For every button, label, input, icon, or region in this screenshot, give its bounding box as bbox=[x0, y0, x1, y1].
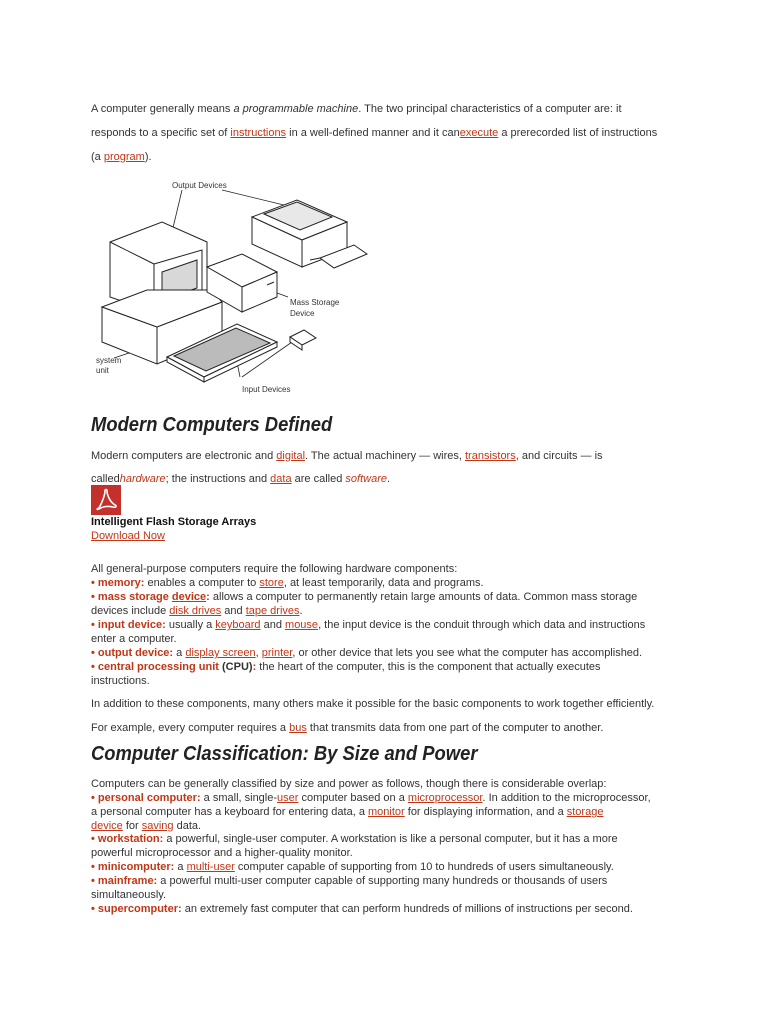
body-text: and bbox=[221, 605, 246, 617]
label-mass-storage-1: Mass Storage bbox=[290, 298, 340, 307]
link-tape-drives[interactable]: tape drives bbox=[245, 605, 300, 617]
label-system-unit-1: system bbox=[96, 356, 122, 365]
intro-text: A computer generally means bbox=[91, 103, 234, 115]
term-supercomputer: supercomputer: bbox=[97, 903, 182, 915]
body-text: data. bbox=[173, 820, 202, 832]
printer-drawing bbox=[252, 200, 367, 268]
link-printer[interactable]: printer bbox=[261, 647, 293, 659]
term-hardware: hardware bbox=[119, 473, 166, 485]
body-text: enables a computer to bbox=[144, 577, 260, 589]
bullet: • bbox=[91, 591, 95, 603]
bullet: • bbox=[91, 833, 95, 845]
list-item-cpu bbox=[91, 660, 601, 674]
bullet: • bbox=[91, 903, 95, 915]
mouse-drawing bbox=[290, 330, 316, 350]
intro-line-2 bbox=[91, 126, 657, 140]
body-text: an extremely fast computer that can perform hundreds of millions of instructions per second. bbox=[181, 903, 633, 915]
list-item-input-device bbox=[91, 618, 645, 632]
section-heading-classification: Computer Classification: By Size and Power bbox=[91, 743, 478, 765]
body-text: for bbox=[122, 820, 142, 832]
body-text: . In addition to the microprocessor, bbox=[482, 792, 651, 804]
bullet: • bbox=[91, 647, 95, 659]
body-text: a personal computer has a keyboard for entering data, a bbox=[91, 806, 369, 818]
intro-emphasis: a programmable machine bbox=[233, 103, 359, 115]
body-text: and bbox=[260, 619, 286, 631]
components-intro: All general-purpose computers require the following hardware components: bbox=[91, 563, 458, 575]
body-text: a powerful, single-user computer. A workstation is like a personal computer, but it has a more bbox=[163, 833, 618, 845]
term-mainframe: mainframe: bbox=[97, 875, 158, 887]
list-item-personal-computer bbox=[91, 791, 651, 805]
body-text: devices include bbox=[91, 605, 170, 617]
intro-text: . The two principal characteristics of a computer are: it bbox=[358, 103, 622, 115]
list-item-input-device-cont: enter a computer. bbox=[91, 633, 177, 645]
list-item-output-device bbox=[91, 646, 642, 660]
label-mass-storage-2: Device bbox=[290, 309, 315, 318]
list-item-workstation bbox=[91, 832, 618, 846]
list-item-personal-computer-cont bbox=[91, 805, 603, 819]
body-text: . bbox=[299, 605, 303, 617]
list-item-cpu-cont: instructions. bbox=[91, 675, 150, 687]
body-text: . The actual machinery — wires, bbox=[305, 450, 465, 462]
label-system-unit-2: unit bbox=[96, 366, 109, 375]
body-text: are called bbox=[291, 473, 346, 485]
link-saving[interactable]: saving bbox=[141, 820, 174, 832]
link-bus[interactable]: bus bbox=[289, 722, 307, 734]
download-now-link[interactable]: Download Now bbox=[91, 530, 165, 542]
body-text: that transmits data from one part of the computer to another. bbox=[306, 722, 604, 734]
body-text: For example, every computer requires a bbox=[91, 722, 290, 734]
list-item-supercomputer bbox=[91, 902, 633, 916]
term-colon: : bbox=[252, 661, 257, 673]
intro-line-1 bbox=[91, 102, 622, 116]
link-keyboard[interactable]: keyboard bbox=[215, 619, 261, 631]
body-text: called bbox=[91, 473, 120, 485]
paragraph-example bbox=[91, 721, 603, 735]
body-text: . bbox=[386, 473, 391, 485]
link-multi-user[interactable]: multi-user bbox=[186, 861, 235, 873]
computer-system-illustration bbox=[92, 172, 372, 402]
bullet: • bbox=[91, 577, 95, 589]
section1-line-1 bbox=[91, 449, 603, 463]
section-heading-modern-computers: Modern Computers Defined bbox=[91, 414, 333, 436]
body-text: computer capable of supporting from 10 to hundreds of users simultaneously. bbox=[234, 861, 614, 873]
body-text: a powerful multi-user computer capable of supporting many hundreds or thousands of users bbox=[157, 875, 608, 887]
bullet: • bbox=[91, 661, 95, 673]
section1-line-2 bbox=[91, 472, 390, 486]
body-text: , bbox=[255, 647, 262, 659]
list-item-mainframe-cont: simultaneously. bbox=[91, 889, 166, 901]
link-data[interactable]: data bbox=[270, 473, 292, 485]
term-cpu-abbr: (CPU) bbox=[218, 661, 253, 673]
list-item-mass-storage-cont bbox=[91, 604, 303, 618]
body-text: , or other device that lets you see what the computer has accomplished. bbox=[292, 647, 643, 659]
term-workstation: workstation: bbox=[97, 833, 164, 845]
term-cpu: central processing unit bbox=[97, 661, 219, 673]
intro-text: a prerecorded list of instructions bbox=[498, 127, 658, 139]
link-device[interactable]: device bbox=[171, 591, 207, 603]
term-colon: : bbox=[206, 591, 210, 603]
body-text: a bbox=[173, 647, 186, 659]
list-item-minicomputer bbox=[91, 860, 614, 874]
term-minicomputer: minicomputer: bbox=[97, 861, 175, 873]
link-program[interactable]: program bbox=[103, 151, 145, 163]
body-text: ; the instructions and bbox=[165, 473, 271, 485]
link-monitor[interactable]: monitor bbox=[368, 806, 405, 818]
ad-title: Intelligent Flash Storage Arrays bbox=[91, 516, 257, 528]
link-transistors[interactable]: transistors bbox=[464, 450, 516, 462]
body-text: , and circuits — is bbox=[515, 450, 603, 462]
intro-text: in a well-defined manner and it can bbox=[286, 127, 460, 139]
link-digital[interactable]: digital bbox=[276, 450, 306, 462]
bullet: • bbox=[91, 875, 95, 887]
label-input-devices: Input Devices bbox=[242, 385, 291, 394]
bullet: • bbox=[91, 792, 95, 804]
link-display-screen[interactable]: display screen bbox=[185, 647, 256, 659]
list-item-personal-computer-cont2 bbox=[91, 819, 201, 833]
link-mouse[interactable]: mouse bbox=[285, 619, 319, 631]
list-item-mainframe bbox=[91, 874, 607, 888]
term-output-device: output device: bbox=[97, 647, 174, 659]
body-text: the heart of the computer, this is the component that actually executes bbox=[256, 661, 601, 673]
intro-line-3 bbox=[91, 150, 152, 164]
body-text: allows a computer to permanently retain large amounts of data. Common mass storage bbox=[209, 591, 638, 603]
intro-text: responds to a specific set of bbox=[91, 127, 231, 139]
term-input-device: input device: bbox=[97, 619, 166, 631]
term-software: software bbox=[345, 473, 387, 485]
term-personal-computer: personal computer: bbox=[97, 792, 201, 804]
link-storage[interactable]: storage bbox=[566, 806, 604, 818]
link-user[interactable]: user bbox=[277, 792, 299, 804]
list-item-memory bbox=[91, 576, 484, 590]
paragraph-addition: In addition to these components, many others make it possible for the basic components to work together efficiently. bbox=[91, 698, 655, 710]
list-item-mass-storage bbox=[91, 590, 637, 604]
body-text: , the input device is the conduit through which data and instructions bbox=[318, 619, 646, 631]
body-text: for displaying information, and a bbox=[404, 806, 567, 818]
bullet: • bbox=[91, 861, 95, 873]
intro-text: ). bbox=[144, 151, 152, 163]
body-text: a small, single- bbox=[200, 792, 278, 804]
label-output-devices: Output Devices bbox=[172, 181, 227, 190]
term-mass-storage: mass storage bbox=[97, 591, 172, 603]
term-memory: memory: bbox=[97, 577, 145, 589]
link-disk-drives[interactable]: disk drives bbox=[169, 605, 222, 617]
body-text: usually a bbox=[165, 619, 216, 631]
bullet: • bbox=[91, 619, 95, 631]
intro-text: (a bbox=[91, 151, 104, 163]
link-device[interactable]: device bbox=[91, 820, 123, 832]
list-item-workstation-cont: powerful microprocessor and a higher-quality monitor. bbox=[91, 847, 353, 859]
link-store[interactable]: store bbox=[259, 577, 284, 589]
link-microprocessor[interactable]: microprocessor bbox=[407, 792, 483, 804]
body-text: Modern computers are electronic and bbox=[91, 450, 277, 462]
link-execute[interactable]: execute bbox=[459, 127, 499, 139]
body-text: , at least temporarily, data and programs. bbox=[283, 577, 484, 589]
pdf-icon[interactable] bbox=[91, 485, 121, 515]
link-instructions[interactable]: instructions bbox=[230, 127, 287, 139]
body-text: computer based on a bbox=[298, 792, 408, 804]
body-text: a bbox=[174, 861, 187, 873]
classification-intro: Computers can be generally classified by size and power as follows, though there is considerable overlap: bbox=[91, 778, 607, 790]
